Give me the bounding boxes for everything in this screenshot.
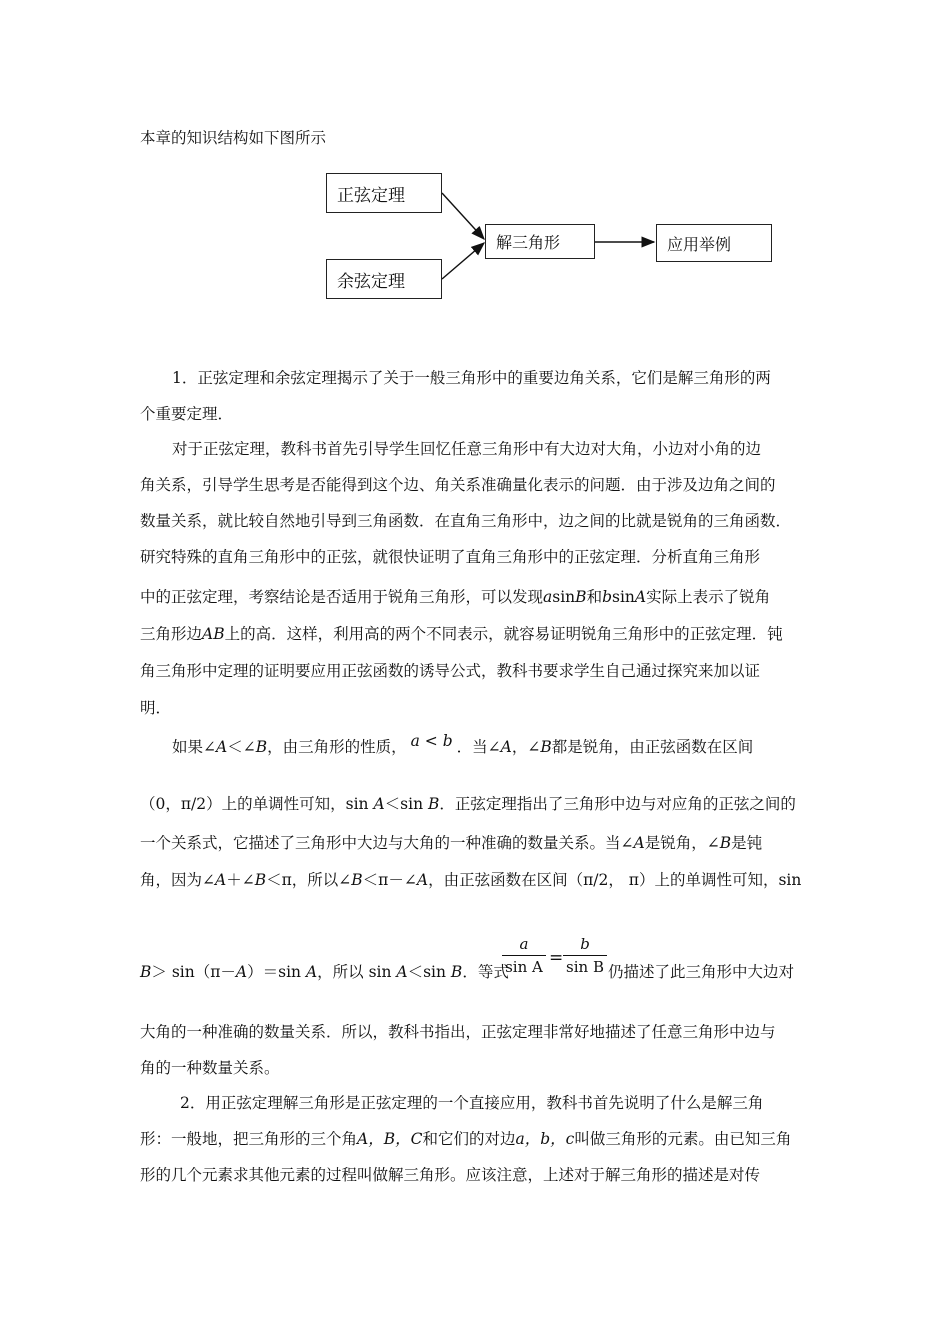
para3-line3: 一个关系式，它描述了三角形中大边与大角的一种准确的数量关系。当∠A是锐角，∠B是钝 bbox=[140, 834, 763, 852]
para3-line6: 大角的一种准确的数量关系．所以，教科书指出，正弦定理非常好地描述了任意三角形中边与 bbox=[140, 1023, 776, 1041]
para1-line1: 1．正弦定理和余弦定理揭示了关于一般三角形中的重要边角关系，它们是解三角形的两 bbox=[172, 369, 771, 387]
box-cosine-theorem: 余弦定理 bbox=[326, 259, 442, 299]
para4-line1: 2．用正弦定理解三角形是正弦定理的一个直接应用，教科书首先说明了什么是解三角 bbox=[180, 1094, 764, 1112]
diagram-arrows bbox=[0, 0, 950, 400]
equals-sign: = bbox=[549, 948, 564, 968]
para2-line7: 角三角形中定理的证明要应用正弦函数的诱导公式，教科书要求学生自己通过探究来加以证 bbox=[140, 662, 761, 680]
para1-line2: 个重要定理． bbox=[140, 405, 234, 423]
box-sine-theorem: 正弦定理 bbox=[326, 173, 442, 213]
para3-line1: 如果∠A＜∠B，由三角形的性质， a < b ．当∠A，∠B都是锐角，由正弦函数在区间 bbox=[172, 732, 754, 756]
fraction-b-over-sinB: b sin B bbox=[563, 935, 607, 978]
para3-line4: 角，因为∠A＋∠B＜π，所以∠B＜π－∠A，由正弦函数在区间（π/2， π）上的单调性可知，sin bbox=[140, 871, 802, 889]
para2-line1: 对于正弦定理，教科书首先引导学生回忆任意三角形中有大边对大角，小边对小角的边 bbox=[172, 440, 762, 458]
arrow-sine-to-solve bbox=[442, 193, 484, 239]
arrow-cosine-to-solve bbox=[442, 243, 484, 279]
para2-line3: 数量关系，就比较自然地引导到三角函数．在直角三角形中，边之间的比就是锐角的三角函数． bbox=[140, 512, 792, 530]
para4-line3: 形的几个元素求其他元素的过程叫做解三角形。应该注意，上述对于解三角形的描述是对传 bbox=[140, 1166, 761, 1184]
box-solve-triangle: 解三角形 bbox=[485, 224, 595, 259]
para3-line5: B＞ sin（π－A）＝sin A，所以 sin A＜sin B．等式 bbox=[140, 963, 509, 981]
para3-line7: 角的一种数量关系。 bbox=[140, 1059, 280, 1077]
inequality-a-lt-b: a < b bbox=[410, 732, 453, 750]
para2-line2: 角关系，引导学生思考是否能得到这个边、角关系准确量化表示的问题．由于涉及边角之间的 bbox=[140, 476, 776, 494]
para2-line6: 三角形边AB上的高．这样，利用高的两个不同表示，就容易证明锐角三角形中的正弦定理．钝 bbox=[140, 625, 783, 643]
intro-text: 本章的知识结构如下图所示 bbox=[140, 129, 327, 147]
para3-line2: （0，π/2）上的单调性可知，sin A＜sin B．正弦定理指出了三角形中边与对应角的正弦之间的 bbox=[140, 795, 796, 813]
para2-line8: 明． bbox=[140, 699, 172, 717]
para4-line2: 形：一般地，把三角形的三个角A，B，C和它们的对边a，b，c叫做三角形的元素。由已知三角 bbox=[140, 1130, 792, 1148]
para2-line5: 中的正弦定理，考察结论是否适用于锐角三角形，可以发现asinB和bsinA实际上表示了锐角 bbox=[140, 588, 771, 606]
box-application-examples: 应用举例 bbox=[656, 224, 772, 262]
fraction-a-over-sinA: a sin A bbox=[502, 935, 546, 978]
para2-line4: 研究特殊的直角三角形中的正弦，就很快证明了直角三角形中的正弦定理．分析直角三角形 bbox=[140, 548, 761, 566]
para3-line5-tail: 仍描述了此三角形中大边对 bbox=[608, 963, 795, 981]
